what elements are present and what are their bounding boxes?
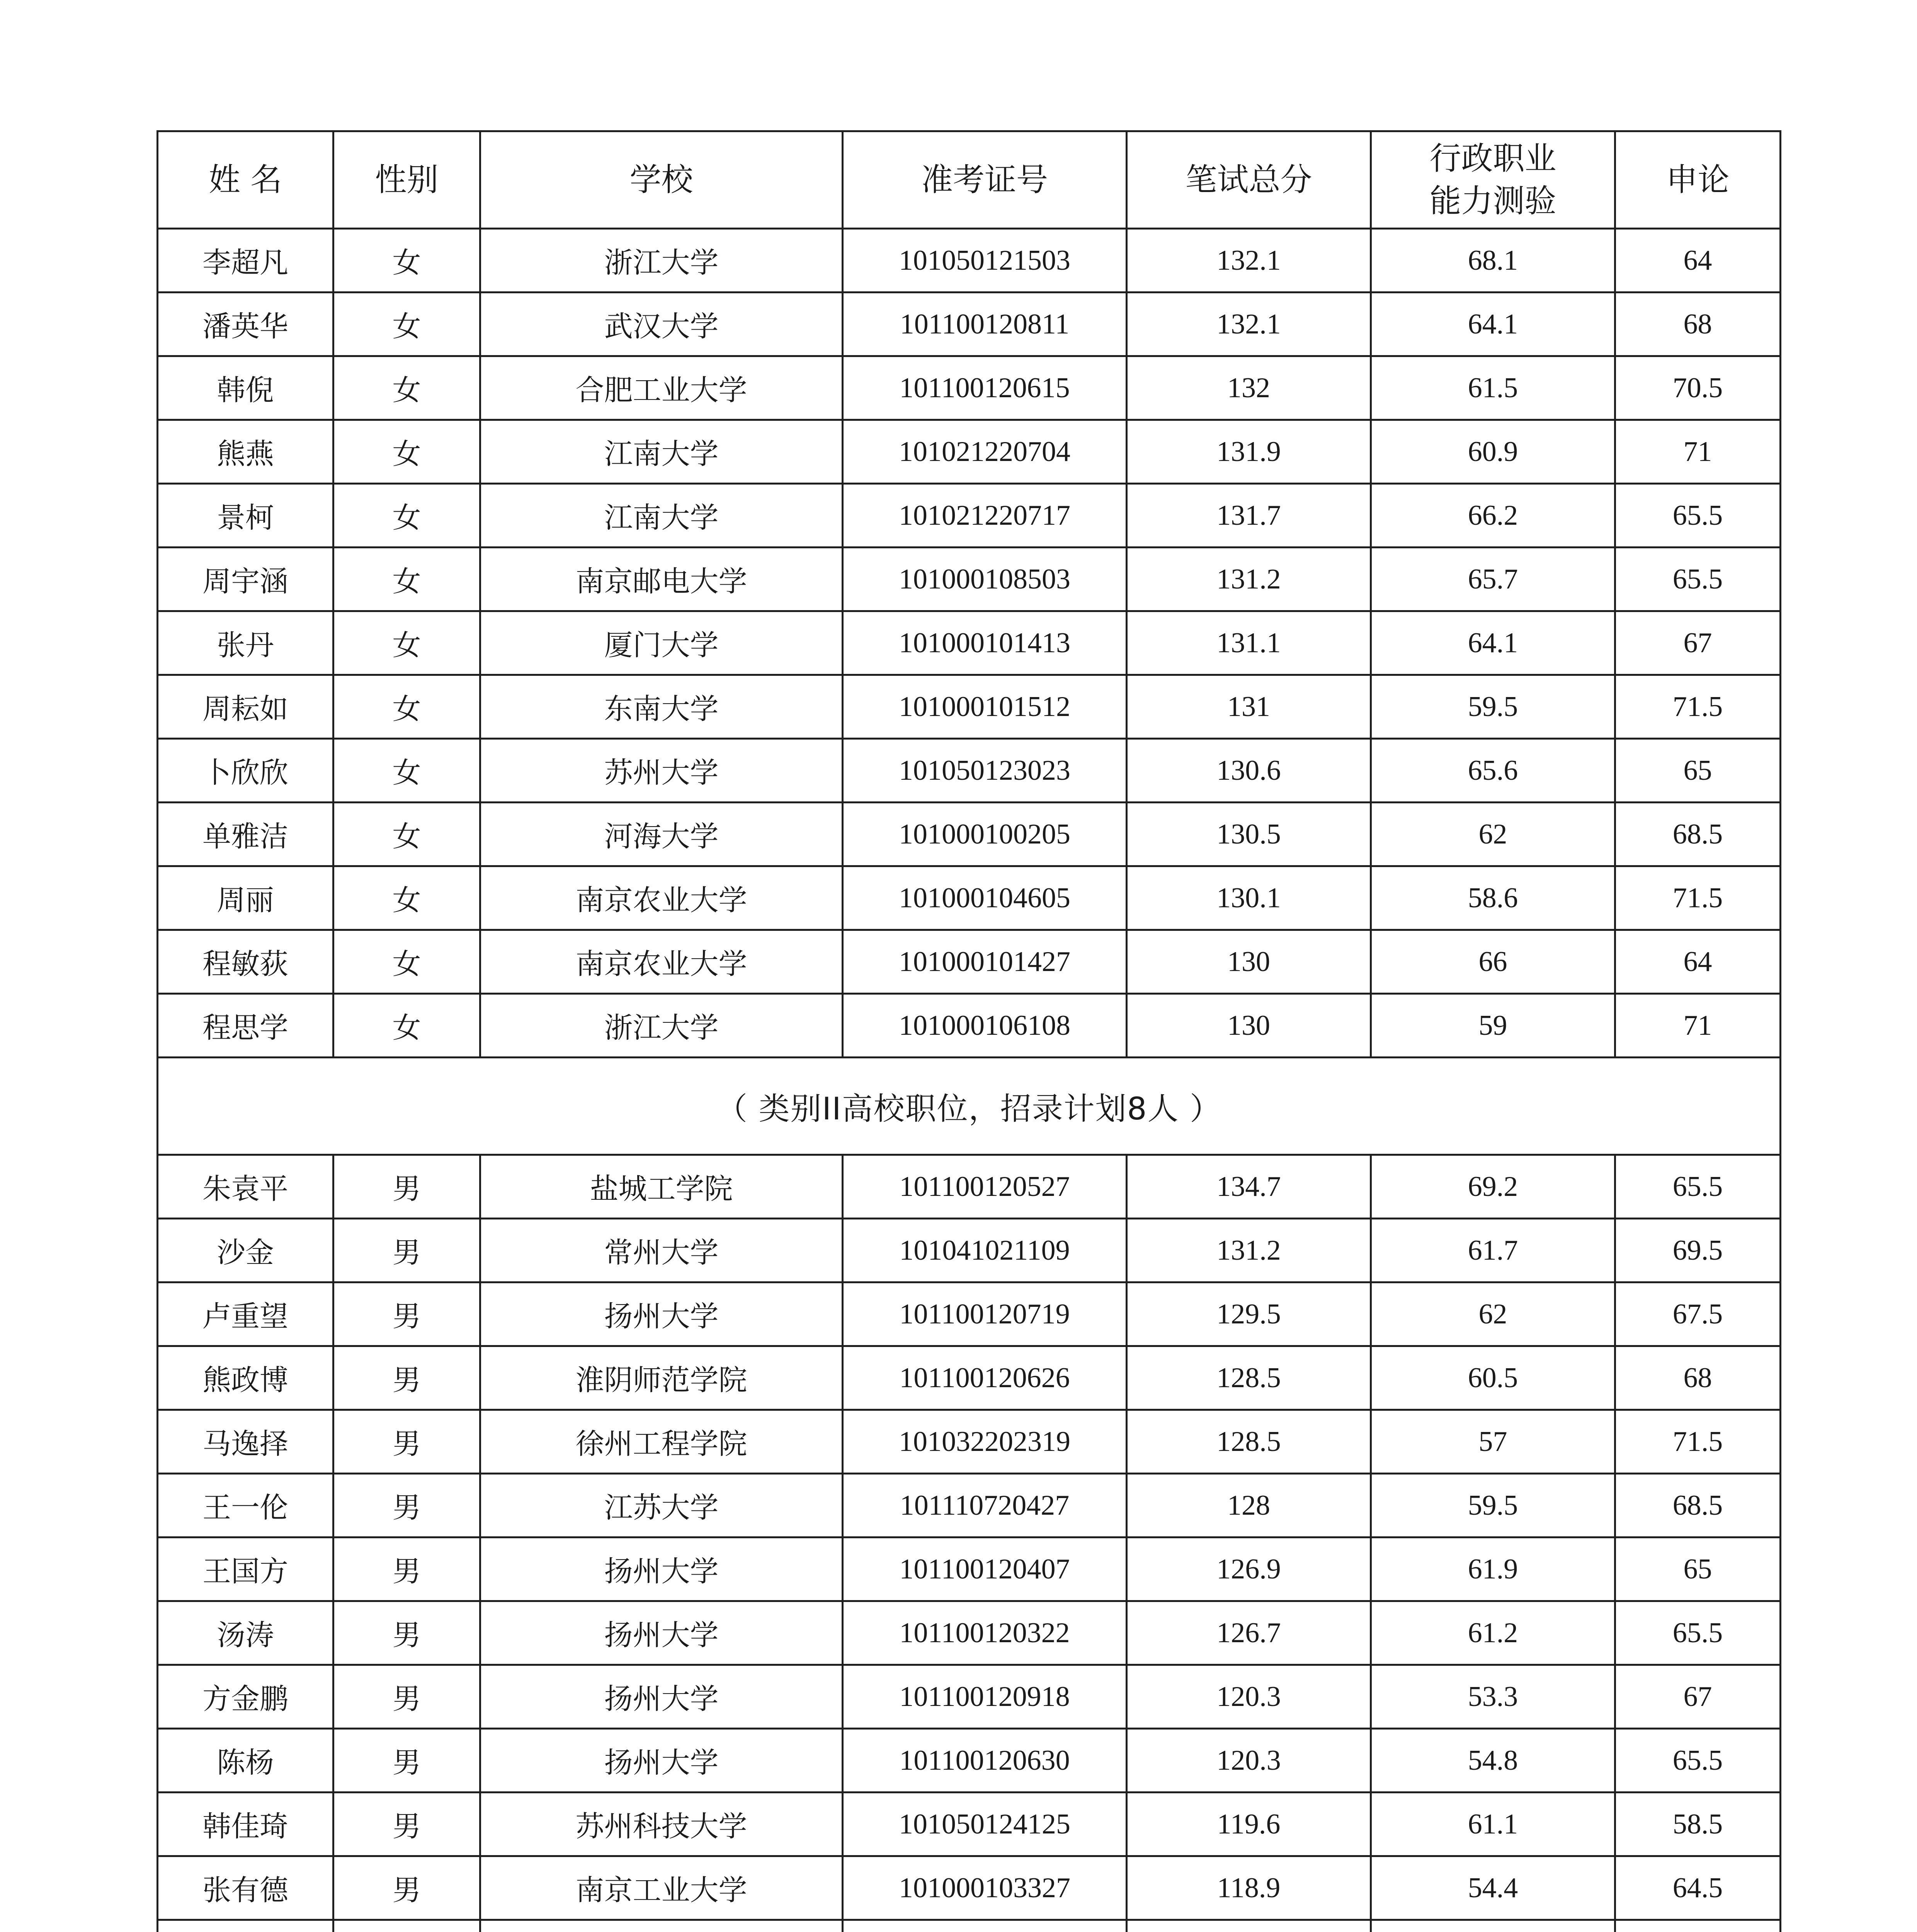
cell-gender: 女	[333, 229, 480, 293]
cell-ticket-number: 101050121503	[843, 229, 1127, 293]
cell-essay-score: 65.5	[1615, 484, 1781, 548]
cell-written-total: 120.3	[1127, 1665, 1371, 1729]
table-row	[158, 930, 1781, 994]
cell-essay-score: 64	[1615, 229, 1781, 293]
cell-school: 浙江大学	[480, 994, 843, 1058]
cell-written-total: 131.7	[1127, 484, 1371, 548]
cell-school: 南京农业大学	[480, 930, 843, 994]
cell-written-total: 132	[1127, 356, 1371, 420]
section-title: （ 类别II高校职位，招录计划8人 ）	[158, 1058, 1781, 1155]
cell-name	[158, 1920, 333, 1932]
cell-gender: 女	[333, 611, 480, 675]
cell-essay-score: 65	[1615, 1537, 1781, 1601]
table-header	[158, 131, 1781, 229]
cell-gender: 女	[333, 739, 480, 803]
cell-name: 单雅洁	[158, 803, 333, 866]
cell-school	[480, 1920, 843, 1932]
cell-gender	[333, 1920, 480, 1932]
cell-aptitude-score: 69.2	[1371, 1155, 1615, 1219]
cell-essay-score: 68.5	[1615, 1474, 1781, 1537]
cell-name: 沙金	[158, 1219, 333, 1282]
cell-gender: 男	[333, 1410, 480, 1474]
cell-school: 盐城工学院	[480, 1155, 843, 1219]
cell-aptitude-score: 61.2	[1371, 1601, 1615, 1665]
table-row	[158, 1410, 1781, 1474]
table-row	[158, 1346, 1781, 1410]
header-essay: 申论	[1615, 131, 1781, 229]
cell-aptitude-score: 57	[1371, 1410, 1615, 1474]
cell-school: 南京农业大学	[480, 866, 843, 930]
cell-gender: 女	[333, 994, 480, 1058]
table-body	[158, 229, 1781, 1932]
cell-written-total: 120.3	[1127, 1729, 1371, 1793]
table-row	[158, 1219, 1781, 1282]
cell-essay-score: 71.5	[1615, 675, 1781, 739]
header-school: 学校	[480, 131, 843, 229]
cell-name: 韩倪	[158, 356, 333, 420]
cell-school: 武汉大学	[480, 293, 843, 356]
cell-ticket-number: 101100120630	[843, 1729, 1127, 1793]
cell-gender: 男	[333, 1665, 480, 1729]
cell-name: 方金鹏	[158, 1665, 333, 1729]
cell-gender: 女	[333, 803, 480, 866]
cell-school: 苏州科技大学	[480, 1793, 843, 1856]
table-row	[158, 420, 1781, 484]
cell-essay-score: 71	[1615, 994, 1781, 1058]
cell-name: 王国方	[158, 1537, 333, 1601]
cell-name: 王一伦	[158, 1474, 333, 1537]
cell-essay-score	[1615, 1920, 1781, 1932]
cell-aptitude-score: 65.6	[1371, 739, 1615, 803]
cell-written-total: 130	[1127, 994, 1371, 1058]
cell-written-total: 130	[1127, 930, 1371, 994]
cell-school: 江苏大学	[480, 1474, 843, 1537]
cell-name: 程思学	[158, 994, 333, 1058]
cell-ticket-number: 101100120918	[843, 1665, 1127, 1729]
table-row	[158, 611, 1781, 675]
cell-essay-score: 68	[1615, 1346, 1781, 1410]
cell-name: 熊燕	[158, 420, 333, 484]
cell-ticket-number: 101000100205	[843, 803, 1127, 866]
cell-essay-score: 71.5	[1615, 1410, 1781, 1474]
cell-ticket-number: 101000101427	[843, 930, 1127, 994]
cell-name: 卜欣欣	[158, 739, 333, 803]
table-row	[158, 994, 1781, 1058]
cell-aptitude-score: 62	[1371, 803, 1615, 866]
cell-ticket-number: 101100120615	[843, 356, 1127, 420]
cell-essay-score: 67.5	[1615, 1282, 1781, 1346]
header-row	[158, 131, 1781, 229]
cell-written-total: 131.1	[1127, 611, 1371, 675]
cell-aptitude-score: 66	[1371, 930, 1615, 994]
table-row	[158, 739, 1781, 803]
cell-name: 卢重望	[158, 1282, 333, 1346]
table-row	[158, 1282, 1781, 1346]
table-row	[158, 675, 1781, 739]
cell-name: 程敏荻	[158, 930, 333, 994]
cell-name: 张有德	[158, 1856, 333, 1920]
header-aptitude-line2: 能力测验	[1429, 182, 1556, 219]
cell-written-total: 119.6	[1127, 1793, 1371, 1856]
header-ticket-number: 准考证号	[843, 131, 1127, 229]
cell-ticket-number: 101032202319	[843, 1410, 1127, 1474]
cell-ticket-number: 101050123023	[843, 739, 1127, 803]
cell-written-total: 128	[1127, 1474, 1371, 1537]
cell-essay-score: 67	[1615, 1665, 1781, 1729]
header-name: 姓 名	[158, 131, 333, 229]
cell-written-total: 131.9	[1127, 420, 1371, 484]
cell-name: 周丽	[158, 866, 333, 930]
table-row	[158, 1729, 1781, 1793]
cell-gender: 男	[333, 1474, 480, 1537]
cell-aptitude-score: 59.5	[1371, 675, 1615, 739]
table-row	[158, 1537, 1781, 1601]
cell-school: 南京邮电大学	[480, 548, 843, 611]
cell-essay-score: 65.5	[1615, 1155, 1781, 1219]
cell-gender: 男	[333, 1537, 480, 1601]
cell-school: 苏州大学	[480, 739, 843, 803]
cell-school: 江南大学	[480, 420, 843, 484]
cell-gender: 男	[333, 1793, 480, 1856]
cell-ticket-number: 101000104605	[843, 866, 1127, 930]
cell-aptitude-score: 60.5	[1371, 1346, 1615, 1410]
cell-ticket-number: 101050124125	[843, 1793, 1127, 1856]
cell-gender: 女	[333, 548, 480, 611]
cell-aptitude-score: 61.7	[1371, 1219, 1615, 1282]
cell-ticket-number: 101000106108	[843, 994, 1127, 1058]
header-aptitude-test	[1371, 131, 1615, 229]
cell-gender: 女	[333, 930, 480, 994]
cell-written-total	[1127, 1920, 1371, 1932]
cell-aptitude-score: 68.1	[1371, 229, 1615, 293]
cell-name: 汤涛	[158, 1601, 333, 1665]
cell-name: 潘英华	[158, 293, 333, 356]
table-row	[158, 293, 1781, 356]
section-header-row	[158, 1058, 1781, 1155]
cell-gender: 男	[333, 1856, 480, 1920]
table-row	[158, 484, 1781, 548]
cell-written-total: 130.6	[1127, 739, 1371, 803]
cell-gender: 女	[333, 484, 480, 548]
cell-aptitude-score: 66.2	[1371, 484, 1615, 548]
cell-written-total: 132.1	[1127, 229, 1371, 293]
cell-aptitude-score: 62	[1371, 1282, 1615, 1346]
cell-school: 淮阴师范学院	[480, 1346, 843, 1410]
cell-aptitude-score: 60.9	[1371, 420, 1615, 484]
cell-gender: 女	[333, 866, 480, 930]
cell-written-total: 128.5	[1127, 1410, 1371, 1474]
cell-school: 浙江大学	[480, 229, 843, 293]
cell-ticket-number: 101000101512	[843, 675, 1127, 739]
cell-written-total: 132.1	[1127, 293, 1371, 356]
cell-gender: 男	[333, 1219, 480, 1282]
cell-gender: 女	[333, 675, 480, 739]
cell-essay-score: 67	[1615, 611, 1781, 675]
cell-school: 江南大学	[480, 484, 843, 548]
cell-aptitude-score: 61.9	[1371, 1537, 1615, 1601]
cell-aptitude-score: 54.4	[1371, 1856, 1615, 1920]
cell-gender: 女	[333, 420, 480, 484]
score-table	[156, 130, 1781, 1932]
cell-name: 周宇涵	[158, 548, 333, 611]
cell-ticket-number: 101000103327	[843, 1856, 1127, 1920]
table-row	[158, 229, 1781, 293]
cell-name: 景柯	[158, 484, 333, 548]
cell-essay-score: 68.5	[1615, 803, 1781, 866]
cell-school: 东南大学	[480, 675, 843, 739]
cell-aptitude-score: 54.8	[1371, 1729, 1615, 1793]
table-row	[158, 1155, 1781, 1219]
cell-written-total: 118.9	[1127, 1856, 1371, 1920]
cell-aptitude-score: 53.3	[1371, 1665, 1615, 1729]
cell-aptitude-score: 65.7	[1371, 548, 1615, 611]
cell-written-total: 126.9	[1127, 1537, 1371, 1601]
header-gender: 性别	[333, 131, 480, 229]
cell-ticket-number: 101100120811	[843, 293, 1127, 356]
table-row	[158, 803, 1781, 866]
cell-ticket-number: 101021220704	[843, 420, 1127, 484]
cell-school: 河海大学	[480, 803, 843, 866]
table-row	[158, 1920, 1781, 1932]
cell-name: 陈杨	[158, 1729, 333, 1793]
cell-written-total: 129.5	[1127, 1282, 1371, 1346]
cell-essay-score: 64	[1615, 930, 1781, 994]
cell-essay-score: 65	[1615, 739, 1781, 803]
cell-gender: 男	[333, 1346, 480, 1410]
cell-aptitude-score: 61.1	[1371, 1793, 1615, 1856]
cell-school: 厦门大学	[480, 611, 843, 675]
cell-written-total: 131.2	[1127, 1219, 1371, 1282]
cell-essay-score: 71	[1615, 420, 1781, 484]
cell-written-total: 128.5	[1127, 1346, 1371, 1410]
cell-school: 扬州大学	[480, 1729, 843, 1793]
cell-ticket-number: 101100120719	[843, 1282, 1127, 1346]
table-row	[158, 1665, 1781, 1729]
cell-essay-score: 65.5	[1615, 1601, 1781, 1665]
cell-aptitude-score: 59	[1371, 994, 1615, 1058]
cell-school: 徐州工程学院	[480, 1410, 843, 1474]
table-row	[158, 1793, 1781, 1856]
cell-school: 南京工业大学	[480, 1856, 843, 1920]
cell-school: 扬州大学	[480, 1537, 843, 1601]
cell-name: 张丹	[158, 611, 333, 675]
cell-essay-score: 65.5	[1615, 548, 1781, 611]
cell-school: 常州大学	[480, 1219, 843, 1282]
cell-name: 熊政博	[158, 1346, 333, 1410]
cell-essay-score: 70.5	[1615, 356, 1781, 420]
cell-essay-score: 58.5	[1615, 1793, 1781, 1856]
cell-name: 马逸择	[158, 1410, 333, 1474]
cell-school: 扬州大学	[480, 1601, 843, 1665]
cell-name: 韩佳琦	[158, 1793, 333, 1856]
cell-ticket-number: 101110720427	[843, 1474, 1127, 1537]
table-row	[158, 548, 1781, 611]
cell-aptitude-score: 64.1	[1371, 293, 1615, 356]
cell-written-total: 131.2	[1127, 548, 1371, 611]
cell-essay-score: 65.5	[1615, 1729, 1781, 1793]
cell-gender: 男	[333, 1155, 480, 1219]
cell-gender: 男	[333, 1601, 480, 1665]
cell-written-total: 134.7	[1127, 1155, 1371, 1219]
cell-ticket-number: 101100120407	[843, 1537, 1127, 1601]
cell-name: 朱袁平	[158, 1155, 333, 1219]
cell-ticket-number: 101041021109	[843, 1219, 1127, 1282]
header-written-total: 笔试总分	[1127, 131, 1371, 229]
table-row	[158, 356, 1781, 420]
cell-written-total: 131	[1127, 675, 1371, 739]
cell-ticket-number	[843, 1920, 1127, 1932]
cell-ticket-number: 101000108503	[843, 548, 1127, 611]
cell-name: 李超凡	[158, 229, 333, 293]
table-row	[158, 1601, 1781, 1665]
cell-ticket-number: 101100120626	[843, 1346, 1127, 1410]
cell-aptitude-score: 61.5	[1371, 356, 1615, 420]
header-aptitude-line1: 行政职业	[1429, 140, 1556, 177]
cell-aptitude-score: 59.5	[1371, 1474, 1615, 1537]
cell-gender: 女	[333, 293, 480, 356]
cell-name: 周耘如	[158, 675, 333, 739]
table-row	[158, 866, 1781, 930]
cell-ticket-number: 101021220717	[843, 484, 1127, 548]
cell-school: 扬州大学	[480, 1282, 843, 1346]
cell-ticket-number: 101000101413	[843, 611, 1127, 675]
cell-ticket-number: 101100120527	[843, 1155, 1127, 1219]
cell-aptitude-score: 58.6	[1371, 866, 1615, 930]
cell-gender: 男	[333, 1282, 480, 1346]
cell-aptitude-score	[1371, 1920, 1615, 1932]
cell-school: 扬州大学	[480, 1665, 843, 1729]
table-row	[158, 1474, 1781, 1537]
cell-gender: 男	[333, 1729, 480, 1793]
table-row	[158, 1856, 1781, 1920]
cell-essay-score: 69.5	[1615, 1219, 1781, 1282]
cell-ticket-number: 101100120322	[843, 1601, 1127, 1665]
cell-essay-score: 68	[1615, 293, 1781, 356]
cell-school: 合肥工业大学	[480, 356, 843, 420]
cell-written-total: 126.7	[1127, 1601, 1371, 1665]
cell-written-total: 130.1	[1127, 866, 1371, 930]
cell-written-total: 130.5	[1127, 803, 1371, 866]
cell-gender: 女	[333, 356, 480, 420]
cell-essay-score: 71.5	[1615, 866, 1781, 930]
cell-aptitude-score: 64.1	[1371, 611, 1615, 675]
cell-essay-score: 64.5	[1615, 1856, 1781, 1920]
